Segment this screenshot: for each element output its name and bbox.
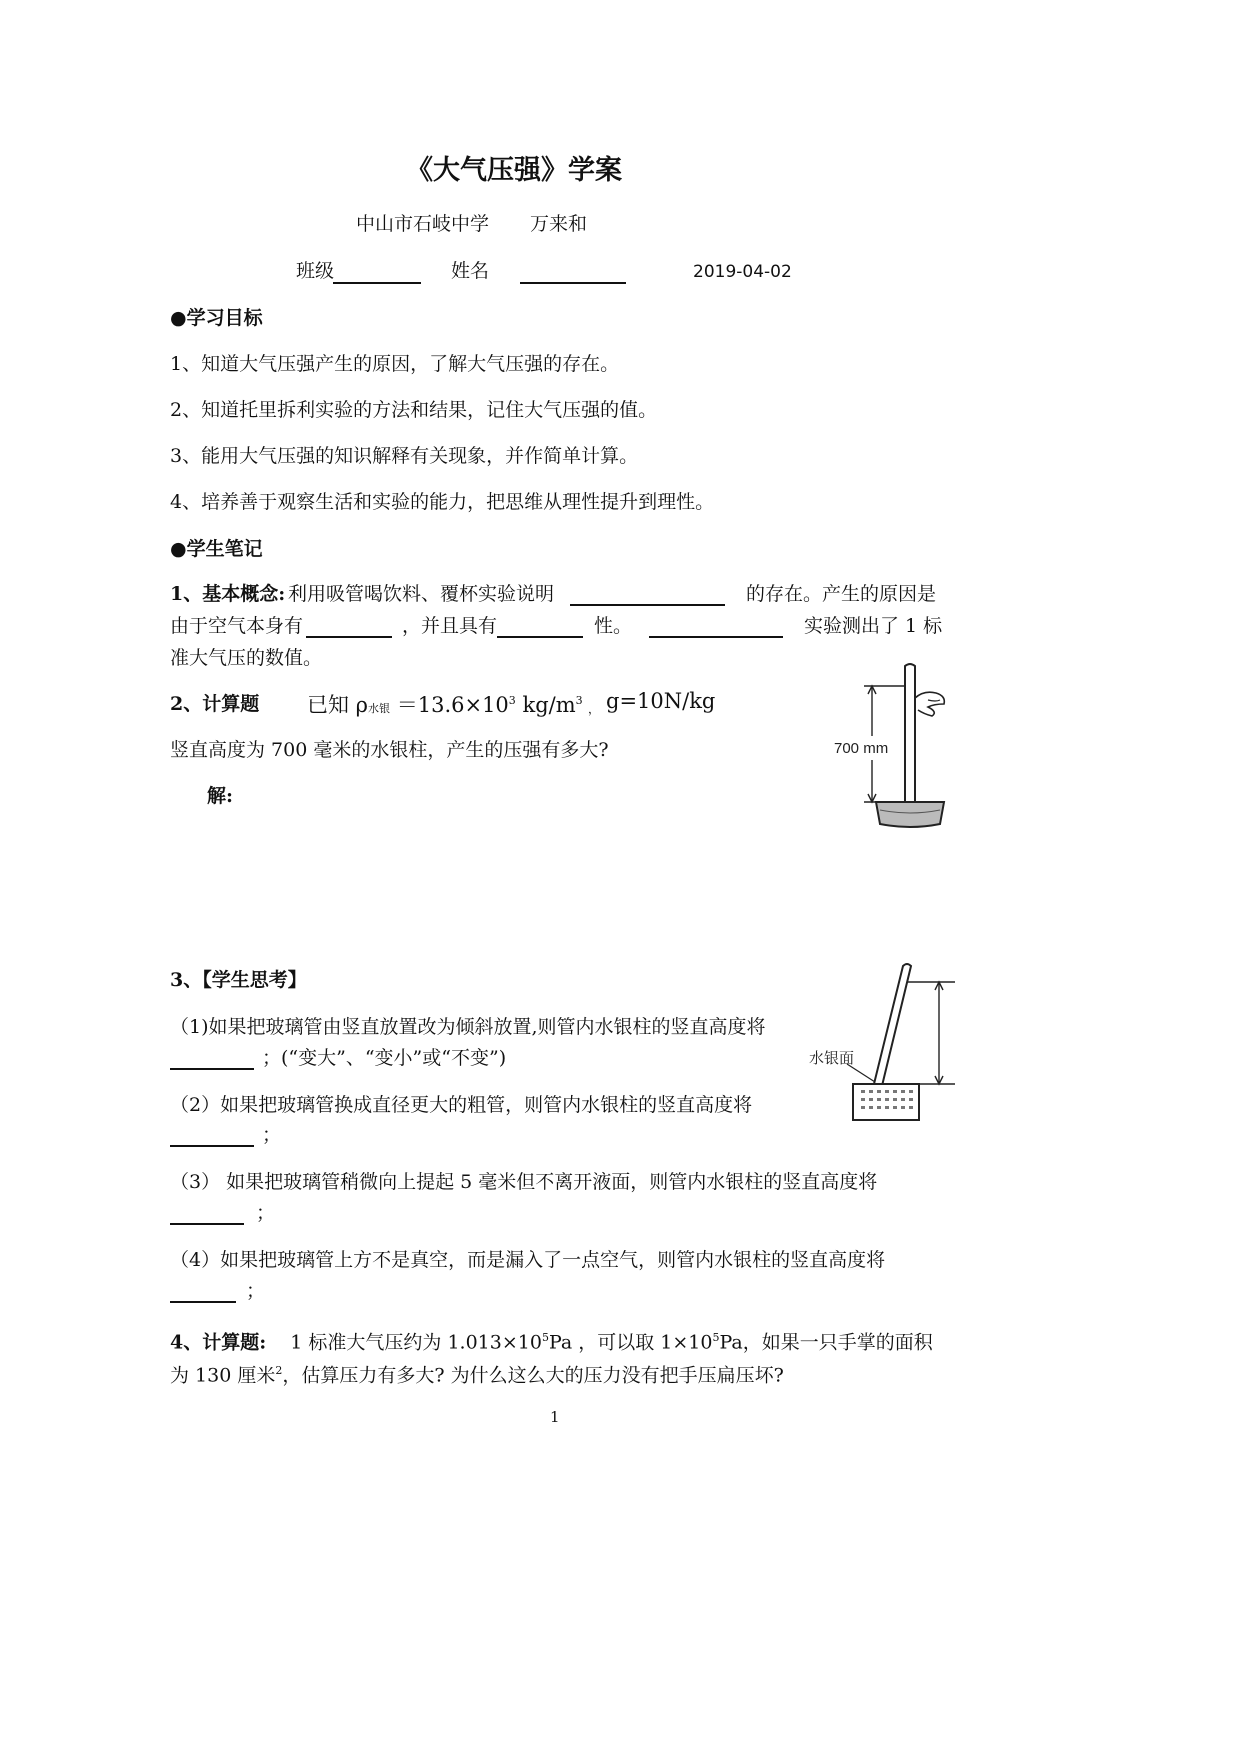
given-subscript: 水银 bbox=[368, 702, 391, 715]
q3-label: 3、【学生思考】 bbox=[170, 969, 307, 991]
q4-line2-b: ，估算压力有多大? 为什么这么大的压力没有把手压扁压坏? bbox=[282, 1364, 784, 1387]
q4-label: 4、计算题: bbox=[170, 1331, 267, 1354]
name-label: 姓名 bbox=[451, 260, 490, 282]
q3-blank-1[interactable] bbox=[170, 1050, 254, 1070]
q3-p3a: （3） 如果把玻璃管稍微向上提起 5 毫米但不离开液面，则管内水银柱的竖直高度将 bbox=[170, 1171, 878, 1193]
q3-blank-3[interactable] bbox=[170, 1205, 244, 1225]
author-name: 万来和 bbox=[530, 213, 588, 235]
q1-blank-3[interactable] bbox=[497, 618, 583, 638]
class-blank[interactable] bbox=[333, 264, 421, 284]
objective-item: 2、知道托里拆利实验的方法和结果，记住大气压强的值。 bbox=[170, 399, 658, 421]
q3-p4b: ； bbox=[246, 1280, 266, 1302]
given-unit-exponent: 3 bbox=[575, 694, 583, 707]
q4-exp-3: 2 bbox=[275, 1364, 283, 1377]
height-label: 700 mm bbox=[834, 740, 889, 757]
given-value: ＝13.6×10 bbox=[396, 693, 509, 717]
notes-heading: ●学生笔记 bbox=[170, 538, 263, 560]
q3-blank-4[interactable] bbox=[170, 1283, 236, 1303]
q3-p1a: （1)如果把玻璃管由竖直放置改为倾斜放置,则管内水银柱的竖直高度将 bbox=[170, 1016, 766, 1038]
q1-blank-1[interactable] bbox=[570, 586, 725, 606]
q4-line2 bbox=[170, 1359, 784, 1387]
q1-line2-b: ，并且具有 bbox=[402, 615, 498, 637]
q4-text-a: 1 标准大气压约为 1.013×10 bbox=[284, 1331, 542, 1354]
q4-text-c: Pa，如果一只手掌的面积 bbox=[719, 1331, 933, 1354]
q4-line2-a: 为 130 厘米 bbox=[170, 1364, 276, 1387]
q2-separator: ， bbox=[588, 702, 601, 716]
q2-question: 竖直高度为 700 毫米的水银柱，产生的压强有多大? bbox=[170, 739, 609, 761]
school-name: 中山市石岐中学 bbox=[356, 213, 490, 235]
q3-blank-2[interactable] bbox=[170, 1127, 254, 1147]
q1-blank-2[interactable] bbox=[306, 618, 392, 638]
q1-line2-c: 性。 bbox=[594, 615, 633, 637]
date: 2019-04-02 bbox=[693, 262, 792, 282]
solution-label: 解: bbox=[207, 785, 234, 807]
q3-p1b: ；(“变大”、“变小”或“不变”) bbox=[262, 1047, 507, 1069]
q1-text-a: 利用吸管喝饮料、覆杯实验说明 bbox=[288, 583, 555, 605]
q3-p3b: ； bbox=[256, 1202, 276, 1224]
q2-gravity: g=10N/kg bbox=[606, 689, 716, 713]
q4-exp-1: 5 bbox=[541, 1331, 549, 1344]
objective-item: 1、知道大气压强产生的原因，了解大气压强的存在。 bbox=[170, 353, 620, 375]
q4-line1 bbox=[170, 1326, 933, 1354]
objective-item: 3、能用大气压强的知识解释有关现象，并作简单计算。 bbox=[170, 445, 639, 467]
given-rho: 已知 ρ bbox=[307, 693, 369, 717]
class-label: 班级 bbox=[296, 260, 335, 282]
page-number: 1 bbox=[550, 1408, 560, 1426]
q2-label: 2、计算题 bbox=[170, 693, 260, 715]
q4-text-b: Pa ，可以取 1×10 bbox=[548, 1331, 713, 1354]
given-exponent: 3 bbox=[508, 694, 516, 707]
q3-p2a: （2）如果把玻璃管换成直径更大的粗管，则管内水银柱的竖直高度将 bbox=[170, 1094, 753, 1116]
name-blank[interactable] bbox=[520, 264, 626, 284]
given-unit: kg/m bbox=[515, 693, 576, 717]
page-title: 《大气压强》学案 bbox=[406, 155, 622, 186]
objective-item: 4、培养善于观察生活和实验的能力，把思维从理性提升到理性。 bbox=[170, 491, 715, 513]
q3-p2b: ； bbox=[262, 1124, 282, 1146]
mercury-surface-label: 水银面 bbox=[809, 1050, 855, 1067]
barometer-tilted-figure bbox=[803, 958, 963, 1128]
q1-line2-d: 实验测出了 1 标 bbox=[804, 615, 943, 637]
barometer-vertical-figure bbox=[828, 660, 958, 835]
q4-exp-2: 5 bbox=[712, 1331, 720, 1344]
objectives-heading: ●学习目标 bbox=[170, 307, 263, 329]
q1-blank-4[interactable] bbox=[649, 618, 783, 638]
q1-label: 1、基本概念: bbox=[170, 583, 286, 605]
q2-given bbox=[307, 689, 583, 719]
q1-line3: 准大气压的数值。 bbox=[170, 647, 323, 669]
q1-text-b: 的存在。产生的原因是 bbox=[746, 583, 937, 605]
q3-p4a: （4）如果把玻璃管上方不是真空，而是漏入了一点空气，则管内水银柱的竖直高度将 bbox=[170, 1249, 886, 1271]
q1-line2-a: 由于空气本身有 bbox=[170, 615, 304, 637]
